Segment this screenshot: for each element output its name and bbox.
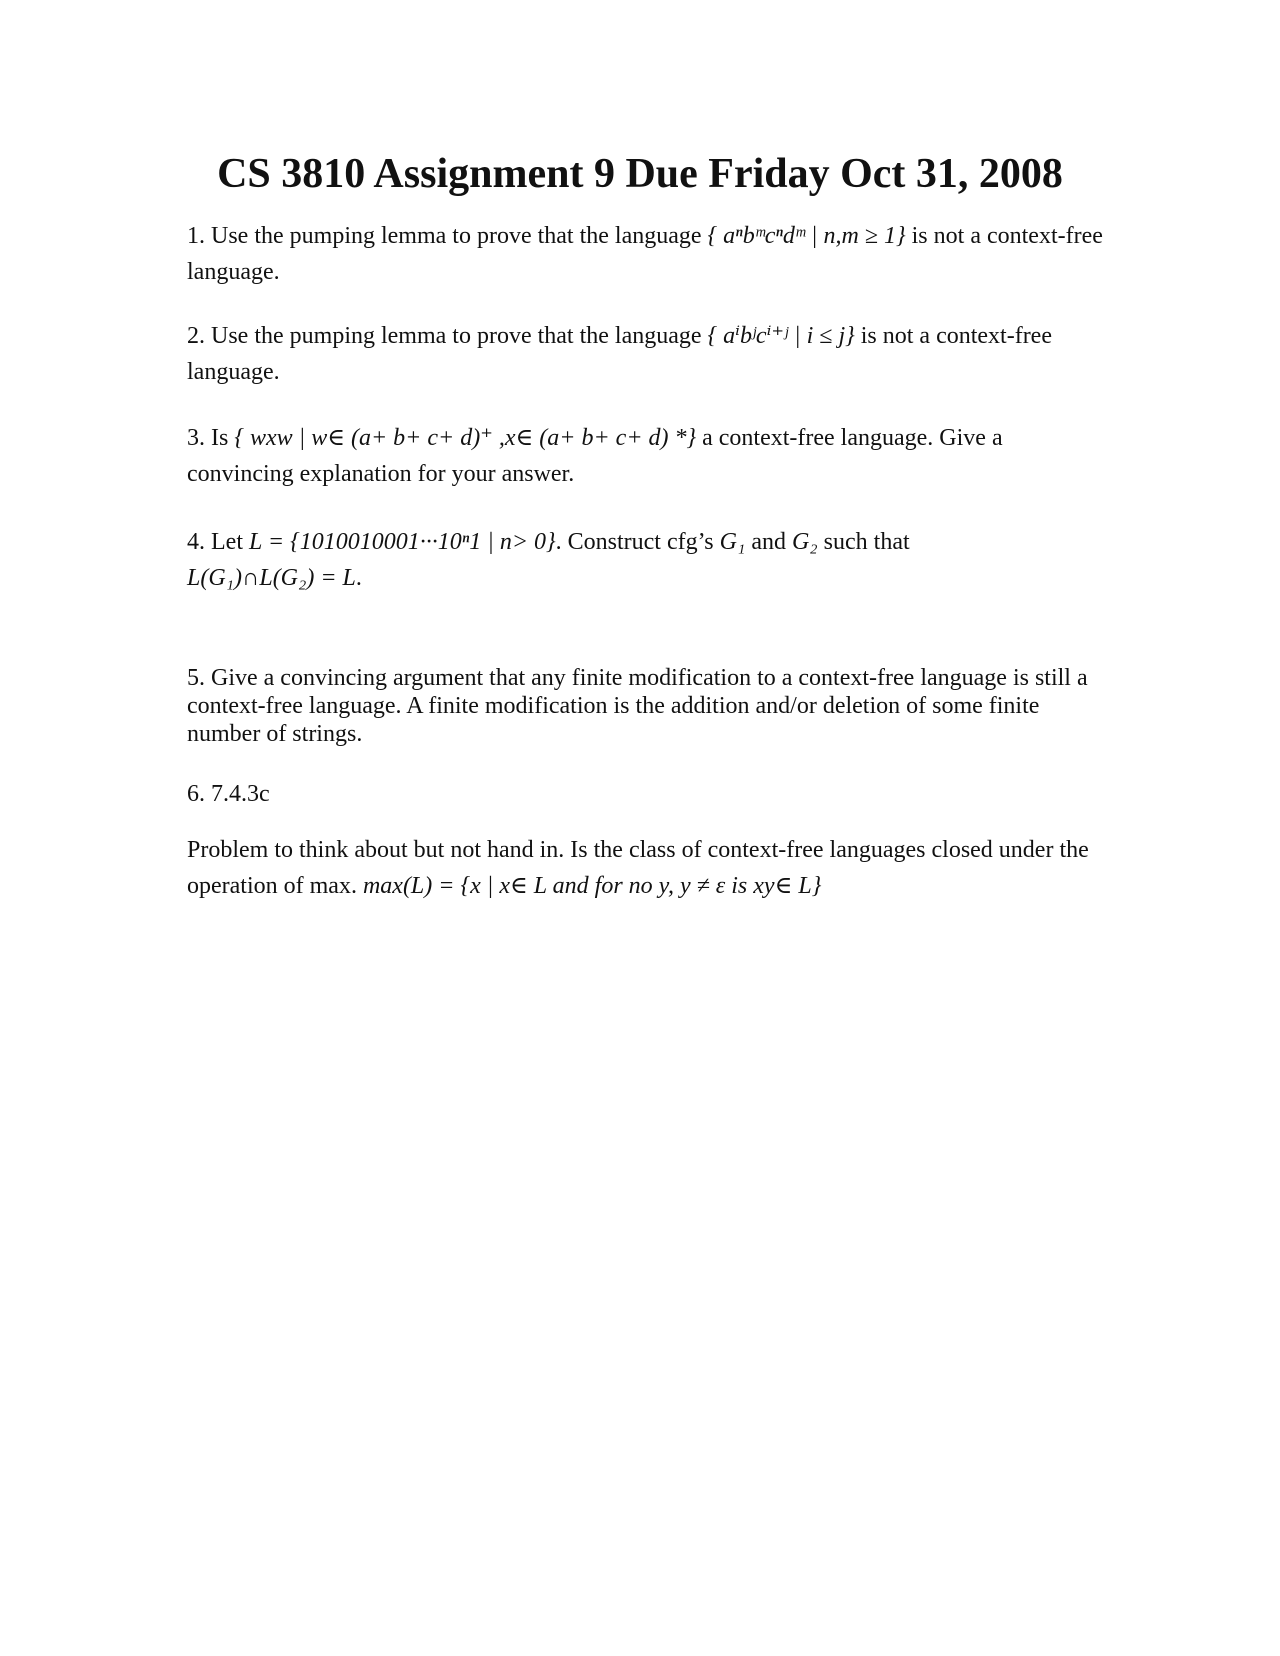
problem-1 xyxy=(187,218,1107,290)
problem-text: Give a convincing argument that any finite modification to a context-free language is still a context-free language. A finite modification is the addition and/or deletion of some finite number of strings. xyxy=(187,665,1088,747)
extra-problem-math: max(L) = {x | x∈ L and for no y, y ≠ ε is xy∈ L} xyxy=(362,873,822,899)
problem-number: 1. xyxy=(187,223,205,249)
problem-text: Use the pumping lemma to prove that the language xyxy=(211,223,702,249)
problem-text-after: is not a context-free language. xyxy=(187,223,1103,285)
problem-number: 6. xyxy=(187,781,205,807)
problem-3 xyxy=(187,420,1107,492)
problem-text: Use the pumping lemma to prove that the language xyxy=(211,323,702,349)
problem-math: { aⁿbᵐcⁿdᵐ | n,m ≥ 1} xyxy=(707,223,906,249)
problem-6 xyxy=(187,776,1107,812)
problem-4 xyxy=(187,524,1107,596)
problem-math: L = {1010010001···10ⁿ1 | n> 0} xyxy=(248,529,556,555)
such-that: such that xyxy=(823,529,910,555)
grammar-g2: G₂ xyxy=(791,529,818,555)
problem-2 xyxy=(187,318,1107,390)
problem-5 xyxy=(187,664,1107,748)
equation-period: . xyxy=(355,565,362,591)
problem-math: { wxw | w∈ (a+ b+ c+ d)⁺ ,x∈ (a+ b+ c+ d) *} xyxy=(234,425,697,451)
problem-math: { aⁱbʲcⁱ⁺ʲ | i ≤ j} xyxy=(707,323,855,349)
extra-problem xyxy=(187,832,1107,904)
problem-number: 4. xyxy=(187,529,205,555)
intersection-equation: L(G₁)∩L(G₂) = L xyxy=(187,565,356,591)
problem-text-middle: . Construct cfg’s xyxy=(555,529,714,555)
problem-number: 3. xyxy=(187,425,205,451)
problem-text: Is xyxy=(211,425,229,451)
problem-text: Let xyxy=(211,529,243,555)
problem-text-after: a context-free language. Give a convincing explanation for your answer. xyxy=(187,425,1003,487)
extra-problem-text: Problem to think about but not hand in. Is the class of context-free languages closed under the operation of max. xyxy=(187,837,1089,899)
conjunction: and xyxy=(751,529,786,555)
problem-text: 7.4.3c xyxy=(211,781,270,807)
problem-number: 2. xyxy=(187,323,205,349)
problem-text-after: is not a context-free language. xyxy=(187,323,1052,385)
problem-number: 5. xyxy=(187,665,205,691)
page-title: CS 3810 Assignment 9 Due Friday Oct 31, 2008 xyxy=(217,151,1063,197)
grammar-g1: G₁ xyxy=(719,529,746,555)
